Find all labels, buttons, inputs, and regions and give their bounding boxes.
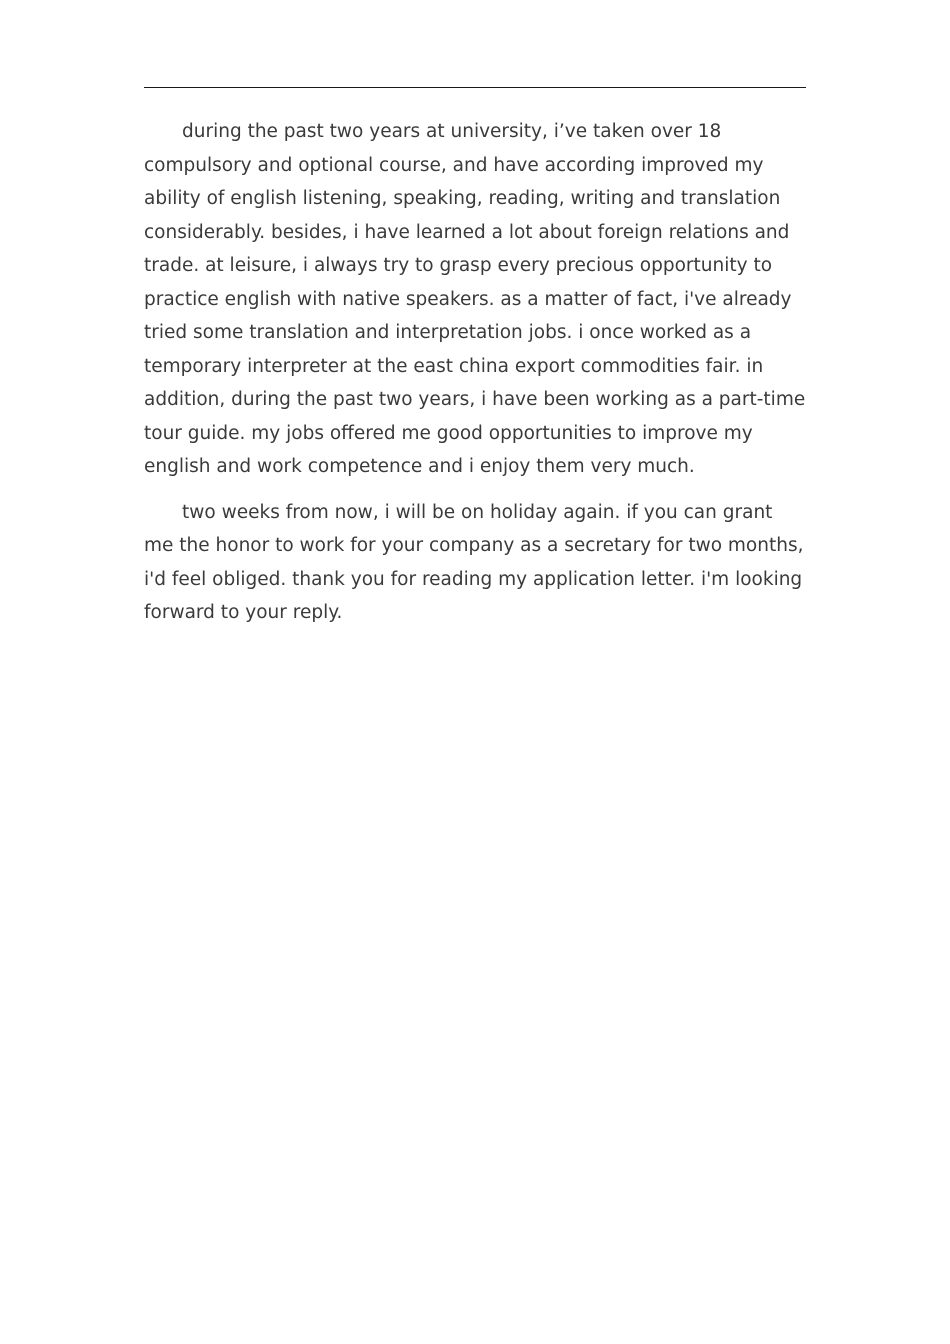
body-paragraph: two weeks from now, i will be on holiday again. if you can grant me the honor to work for your company as a secretary for two months, i'd feel obliged. thank you for reading my application letter. i'm looking forward to your reply.	[144, 501, 804, 623]
body-paragraph: during the past two years at university, i’ve taken over 18 compulsory and optional course, and have according improved my ability of english listening, speaking, reading, writing and translation considerably. besides, i have learned a lot about foreign relations and trade. at leisure, i always try to grasp every precious opportunity to practice english with native speakers. as a matter of fact, i've already tried some translation and interpretation jobs. i once worked as a temporary interpreter at the east china export commodities fair. in addition, during the past two years, i have been working as a part-time tour guide. my jobs offered me good opportunities to improve my english and work competence and i enjoy them very much.	[144, 121, 806, 477]
header-rule	[144, 87, 806, 88]
document-body	[144, 115, 806, 642]
